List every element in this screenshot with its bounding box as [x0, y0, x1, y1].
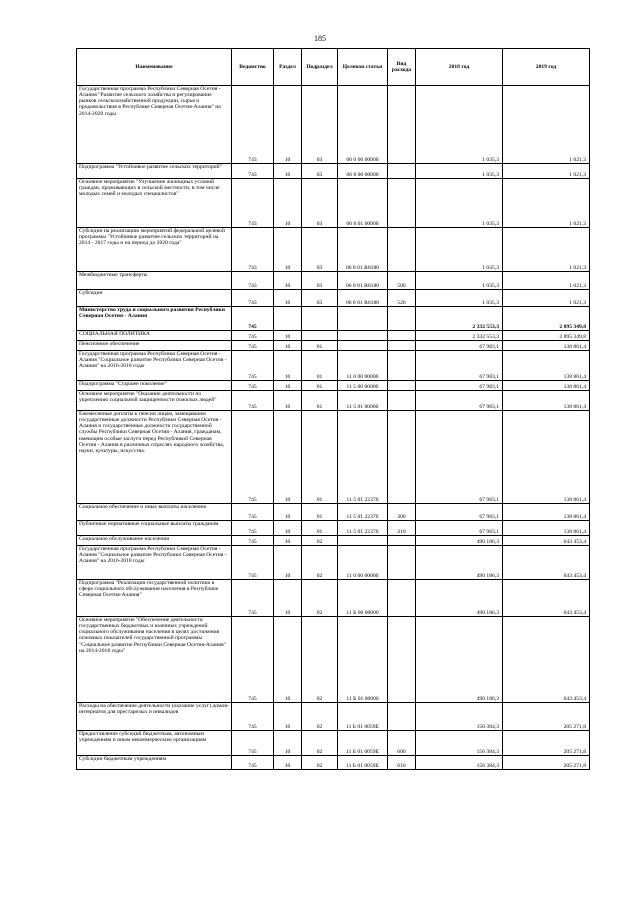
cell-2018: 67 983,1 — [416, 391, 503, 411]
cell-2018: 67 983,1 — [416, 351, 503, 381]
cell-target: 11 Б 01 0059Е — [338, 756, 388, 770]
table-row — [77, 580, 590, 617]
cell-2019: 205 271,8 — [503, 731, 590, 756]
cell-ministry: 745 — [232, 331, 274, 341]
cell-target: 06 8 01 R0180 — [338, 272, 388, 290]
cell-section: 10 — [274, 546, 302, 580]
cell-expense-type: 610 — [388, 756, 416, 770]
cell-section: 10 — [274, 341, 302, 351]
cell-ministry: 745 — [232, 391, 274, 411]
cell-2019: 643 453,4 — [503, 580, 590, 617]
cell-2018: 1 035,3 — [416, 290, 503, 307]
cell-expense-type — [388, 331, 416, 341]
cell-expense-type — [388, 164, 416, 179]
cell-target — [338, 341, 388, 351]
cell-target: 11 5 00 00000 — [338, 381, 388, 391]
cell-subsection: 01 — [302, 521, 338, 536]
cell-name: Государственная программа Республики Северная Осетия - Алания "Социальное развитие Республики Северная Осетия - Алания" на 2016-2018 годы — [77, 546, 232, 580]
cell-name: Подпрограмма "Старшее поколение" — [77, 381, 232, 391]
cell-section: 10 — [274, 411, 302, 504]
cell-section: 10 — [274, 272, 302, 290]
cell-2019: 1 021,3 — [503, 272, 590, 290]
table-row — [77, 179, 590, 228]
header-name: Наименование — [77, 49, 232, 86]
header-target: Целевая статья — [338, 49, 388, 86]
cell-2018: 1 035,3 — [416, 272, 503, 290]
header-expense-type: Вид расхода — [388, 49, 416, 86]
table-row — [77, 307, 590, 331]
cell-ministry: 745 — [232, 381, 274, 391]
cell-target: 11 5 01 22370 — [338, 521, 388, 536]
cell-subsection: 01 — [302, 341, 338, 351]
cell-name: Субсидии бюджетным учреждениям — [77, 756, 232, 770]
table-row — [77, 546, 590, 580]
cell-name: Субсидии — [77, 290, 232, 307]
cell-subsection: 01 — [302, 391, 338, 411]
table-row — [77, 86, 590, 164]
cell-name: Основное мероприятие "Улучшение жилищных условий граждан, проживающих в сельской местности, в том числе молодых семей и молодых специалистов" — [77, 179, 232, 228]
cell-section: 10 — [274, 164, 302, 179]
cell-subsection: 03 — [302, 272, 338, 290]
cell-name: Социальное обслуживание населения — [77, 536, 232, 546]
cell-ministry: 745 — [232, 731, 274, 756]
header-section: Раздел — [274, 49, 302, 86]
table-row — [77, 381, 590, 391]
cell-section: 10 — [274, 521, 302, 536]
cell-subsection: 03 — [302, 228, 338, 272]
cell-target: 06 8 01 00000 — [338, 179, 388, 228]
cell-subsection: 02 — [302, 536, 338, 546]
cell-ministry: 745 — [232, 617, 274, 703]
cell-2019: 643 453,4 — [503, 536, 590, 546]
cell-2019: 1 021,3 — [503, 164, 590, 179]
cell-name: СОЦИАЛЬНАЯ ПОЛИТИКА — [77, 331, 232, 341]
cell-name: Основное мероприятие "Обеспечение деятельности государственных бюджетных и казенных учреждений социального обслуживания населения в целях достижения основных показателей государственной программы "Социальное развитие Республики Северная Осетия-Алания" на 2014-2018 годы" — [77, 617, 232, 703]
cell-2018: 1 035,3 — [416, 86, 503, 164]
cell-name: Основное мероприятие "Оказание деятельности по укреплению социальной защищенности пожилых людей" — [77, 391, 232, 411]
table-row — [77, 521, 590, 536]
table-row — [77, 411, 590, 504]
cell-section: 10 — [274, 179, 302, 228]
cell-2018: 2 332 553,3 — [416, 307, 503, 331]
cell-2018: 490 186,3 — [416, 617, 503, 703]
cell-section: 10 — [274, 351, 302, 381]
cell-expense-type — [388, 228, 416, 272]
cell-name: Расходы на обеспечение деятельности (оказание услуг) домов-интернатов для престарелых и инвалидов — [77, 703, 232, 731]
cell-2018: 1 035,3 — [416, 179, 503, 228]
cell-name: Подпрограмма "Устойчивое развитие сельских территорий" — [77, 164, 232, 179]
cell-section: 10 — [274, 86, 302, 164]
budget-table — [76, 48, 590, 770]
cell-ministry: 745 — [232, 504, 274, 521]
cell-section: 10 — [274, 290, 302, 307]
cell-ministry: 745 — [232, 580, 274, 617]
table-row — [77, 617, 590, 703]
cell-subsection: 01 — [302, 351, 338, 381]
cell-target: 11 Б 01 0059Е — [338, 703, 388, 731]
cell-name: Предоставление субсидий бюджетным, автономным учреждениям и иным некоммерческим организациям — [77, 731, 232, 756]
table-row — [77, 351, 590, 381]
cell-expense-type — [388, 307, 416, 331]
cell-ministry: 745 — [232, 536, 274, 546]
table-row — [77, 290, 590, 307]
cell-ministry: 745 — [232, 703, 274, 731]
cell-2018: 67 983,1 — [416, 504, 503, 521]
cell-expense-type — [388, 617, 416, 703]
table-row — [77, 164, 590, 179]
cell-section — [274, 307, 302, 331]
cell-2018: 156 384,3 — [416, 756, 503, 770]
cell-section: 10 — [274, 703, 302, 731]
cell-2019: 138 861,4 — [503, 521, 590, 536]
cell-subsection: 02 — [302, 731, 338, 756]
cell-expense-type — [388, 536, 416, 546]
cell-ministry: 743 — [232, 228, 274, 272]
cell-target: 11 0 00 00000 — [338, 351, 388, 381]
header-2019: 2019 год — [503, 49, 590, 86]
cell-name: Пенсионное обеспечение — [77, 341, 232, 351]
cell-expense-type — [388, 351, 416, 381]
cell-ministry: 745 — [232, 307, 274, 331]
cell-target: 06 8 01 R0180 — [338, 290, 388, 307]
cell-target: 11 0 00 00000 — [338, 546, 388, 580]
cell-expense-type — [388, 391, 416, 411]
table-row — [77, 341, 590, 351]
cell-2019: 138 861,4 — [503, 381, 590, 391]
cell-ministry: 745 — [232, 351, 274, 381]
cell-2018: 490 186,3 — [416, 546, 503, 580]
cell-name: Государственная программа Республики Северная Осетия - Алания "Развитие сельского хозяйства и регулирование рынков сельскохозяйственной продукции, сырья и продовольствия в Республике Северная Осетия-Алания" на 2014-2020 годы — [77, 86, 232, 164]
cell-expense-type — [388, 381, 416, 391]
table-row — [77, 703, 590, 731]
cell-expense-type: 310 — [388, 521, 416, 536]
cell-ministry: 743 — [232, 86, 274, 164]
cell-2018: 1 035,3 — [416, 164, 503, 179]
cell-subsection: 02 — [302, 546, 338, 580]
table-row — [77, 331, 590, 341]
cell-section: 10 — [274, 617, 302, 703]
cell-expense-type — [388, 546, 416, 580]
cell-2018: 67 983,1 — [416, 341, 503, 351]
cell-target: 11 Б 01 00000 — [338, 617, 388, 703]
cell-ministry: 745 — [232, 521, 274, 536]
cell-2019: 643 453,4 — [503, 546, 590, 580]
cell-section: 10 — [274, 504, 302, 521]
cell-target: 11 Б 00 00000 — [338, 580, 388, 617]
table-body — [77, 86, 590, 770]
cell-ministry: 743 — [232, 164, 274, 179]
cell-ministry: 745 — [232, 756, 274, 770]
table-header-row — [77, 49, 590, 86]
cell-subsection — [302, 307, 338, 331]
cell-target — [338, 331, 388, 341]
cell-2019: 205 271,8 — [503, 756, 590, 770]
cell-2019: 1 021,3 — [503, 179, 590, 228]
cell-name: Субсидии на реализацию мероприятий федеральной целевой программы "Устойчивое развитие сельских территорий на 2014 - 2017 годы и на период до 2020 года" — [77, 228, 232, 272]
header-ministry: Ведомство — [232, 49, 274, 86]
cell-2019: 138 861,4 — [503, 391, 590, 411]
cell-target: 06 8 01 R0180 — [338, 228, 388, 272]
cell-2019: 1 021,3 — [503, 228, 590, 272]
cell-subsection: 03 — [302, 179, 338, 228]
cell-section: 10 — [274, 331, 302, 341]
cell-target — [338, 536, 388, 546]
cell-name: Министерство труда и социального развития Республики Северная Осетия - Алания — [77, 307, 232, 331]
table-row — [77, 272, 590, 290]
cell-expense-type — [388, 341, 416, 351]
header-subsection: Подраздел — [302, 49, 338, 86]
cell-expense-type — [388, 703, 416, 731]
table-row — [77, 391, 590, 411]
cell-2018: 490 186,3 — [416, 536, 503, 546]
cell-target — [338, 307, 388, 331]
table-row — [77, 731, 590, 756]
cell-subsection: 02 — [302, 756, 338, 770]
cell-2019: 643 453,4 — [503, 617, 590, 703]
cell-expense-type: 520 — [388, 290, 416, 307]
cell-name: Социальное обеспечение и иные выплаты населению — [77, 504, 232, 521]
cell-2018: 156 384,3 — [416, 703, 503, 731]
table-row — [77, 504, 590, 521]
cell-section: 10 — [274, 756, 302, 770]
cell-2019: 2 895 349,8 — [503, 331, 590, 341]
cell-2018: 490 186,3 — [416, 580, 503, 617]
cell-2019: 138 861,4 — [503, 351, 590, 381]
table-row — [77, 228, 590, 272]
cell-subsection: 02 — [302, 617, 338, 703]
cell-target: 06 0 00 00000 — [338, 86, 388, 164]
cell-section: 10 — [274, 228, 302, 272]
cell-section: 10 — [274, 381, 302, 391]
table-row — [77, 756, 590, 770]
cell-expense-type — [388, 86, 416, 164]
cell-subsection — [302, 331, 338, 341]
cell-subsection: 01 — [302, 381, 338, 391]
cell-ministry: 745 — [232, 411, 274, 504]
table-row — [77, 536, 590, 546]
cell-name: Государственная программа Республики Северная Осетия - Алания "Социальное развитие Республики Северная Осетия - Алания" на 2016-2018 годы — [77, 351, 232, 381]
cell-2019: 1 021,3 — [503, 290, 590, 307]
cell-name: Ежемесячные доплаты к пенсии лицам, замещавшим государственные должности Республики Северная Осетия - Алания и государственные должности государственной службы Республики Северная Осетия - Алания, гражданам, имеющим особые заслуги перед Республикой Северная Осетия - Алания в различных отраслях народного хозяйства, науки, культуры, искусства. — [77, 411, 232, 504]
cell-target: 11 Б 01 0059Е — [338, 731, 388, 756]
cell-2019: 2 895 349,8 — [503, 307, 590, 331]
cell-ministry: 743 — [232, 272, 274, 290]
cell-2019: 138 861,4 — [503, 504, 590, 521]
cell-ministry: 745 — [232, 546, 274, 580]
cell-name: Публичные нормативные социальные выплаты гражданам — [77, 521, 232, 536]
cell-section: 10 — [274, 580, 302, 617]
cell-2018: 67 983,1 — [416, 411, 503, 504]
cell-expense-type — [388, 179, 416, 228]
cell-subsection: 02 — [302, 703, 338, 731]
cell-ministry: 745 — [232, 341, 274, 351]
cell-2018: 1 035,3 — [416, 228, 503, 272]
cell-2019: 1 021,3 — [503, 86, 590, 164]
cell-2019: 138 861,4 — [503, 411, 590, 504]
cell-subsection: 02 — [302, 580, 338, 617]
cell-2018: 156 384,3 — [416, 731, 503, 756]
cell-section: 10 — [274, 536, 302, 546]
cell-section: 10 — [274, 731, 302, 756]
cell-2019: 138 861,4 — [503, 341, 590, 351]
cell-subsection: 03 — [302, 164, 338, 179]
cell-target: 11 5 01 22370 — [338, 504, 388, 521]
cell-2018: 67 983,1 — [416, 521, 503, 536]
cell-section: 10 — [274, 391, 302, 411]
cell-target: 06 8 00 00000 — [338, 164, 388, 179]
header-2018: 2018 год — [416, 49, 503, 86]
cell-2019: 205 271,8 — [503, 703, 590, 731]
cell-ministry: 743 — [232, 179, 274, 228]
cell-expense-type — [388, 411, 416, 504]
cell-name: Межбюджетные трансферты — [77, 272, 232, 290]
cell-expense-type: 500 — [388, 272, 416, 290]
cell-name: Подпрограмма "Реализация государственной политики в сфере социального обслуживания населения в Республике Северная Осетия-Алания" — [77, 580, 232, 617]
cell-2018: 2 332 553,3 — [416, 331, 503, 341]
cell-ministry: 743 — [232, 290, 274, 307]
cell-subsection: 01 — [302, 411, 338, 504]
cell-expense-type: 600 — [388, 731, 416, 756]
cell-target: 11 5 01 00000 — [338, 391, 388, 411]
cell-2018: 67 983,1 — [416, 381, 503, 391]
cell-expense-type: 300 — [388, 504, 416, 521]
page-number: 185 — [314, 34, 326, 43]
cell-subsection: 03 — [302, 86, 338, 164]
cell-subsection: 03 — [302, 290, 338, 307]
cell-subsection: 01 — [302, 504, 338, 521]
cell-expense-type — [388, 580, 416, 617]
cell-target: 11 5 01 22370 — [338, 411, 388, 504]
